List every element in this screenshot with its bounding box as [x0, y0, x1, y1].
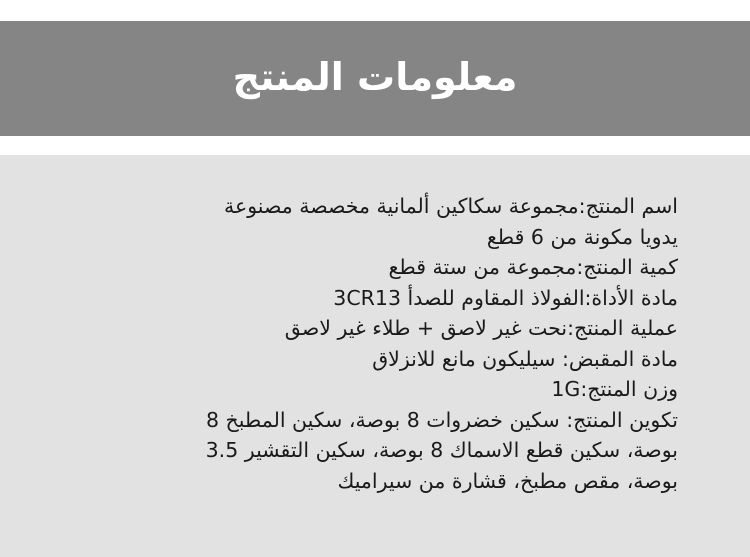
page-title: معلومات المنتج — [232, 54, 518, 99]
info-line-product-name-cont: يدويا مكونة من 6 قطع — [486, 224, 678, 249]
info-line-composition-cont: بوصة، سكين قطع الاسماك 8 بوصة، سكين التقشير 3.5 — [205, 438, 678, 462]
info-line-composition-end: بوصة، مقص مطبخ، قشارة من سيراميك — [337, 468, 678, 493]
info-line-composition: تكوين المنتج: سكين خضروات 8 بوصة، سكين المطبخ 8 — [205, 407, 678, 432]
info-line-quantity: كمية المنتج:مجموعة من ستة قطع — [388, 255, 678, 279]
product-info-text — [78, 191, 678, 496]
info-line-weight: وزن المنتج:1G — [551, 377, 678, 401]
header-banner — [0, 21, 750, 136]
info-line-handle-material: مادة المقبض: سيليكون مانع للانزلاق — [372, 346, 678, 371]
info-line-product-name: اسم المنتج:مجموعة سكاكين ألمانية مخصصة مصنوعة — [223, 194, 678, 218]
product-info-panel — [0, 155, 750, 557]
info-line-process: عملية المنتج:نحت غير لاصق + طلاء غير لاصق — [284, 316, 678, 340]
info-line-material: مادة الأداة:الفولاذ المقاوم للصدأ 3CR13 — [333, 285, 678, 310]
